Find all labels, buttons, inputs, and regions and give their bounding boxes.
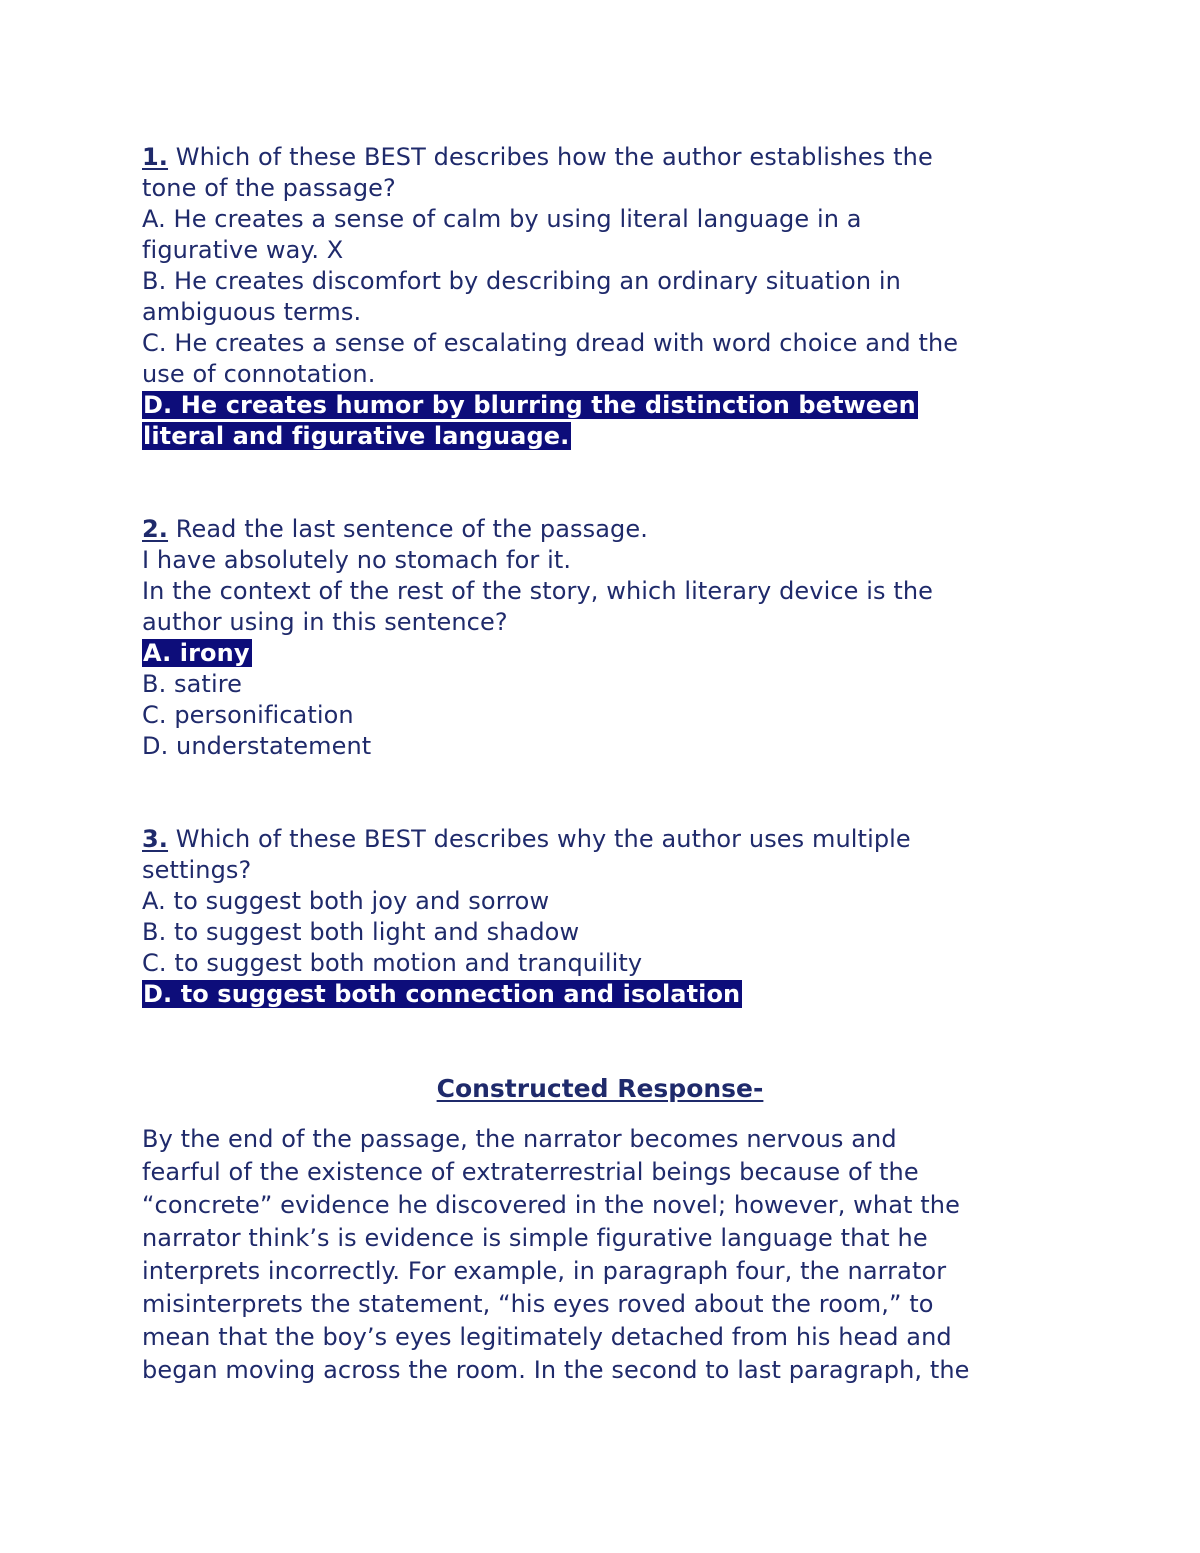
question-1 [142,142,1062,452]
option-c: C. He creates a sense of escalating dread with word choice and the [142,329,959,357]
response-line: By the end of the passage, the narrator becomes nervous and [142,1125,897,1153]
document-page [142,142,1062,1387]
question-2 [142,514,1062,762]
question-stem-line: I have absolutely no stomach for it. [142,546,572,574]
option-d-correct [142,421,1062,452]
question-stem-line: settings? [142,856,252,884]
option-a: A. He creates a sense of calm by using literal language in a [142,205,862,233]
question-number: 1. [142,143,169,171]
question-number: 3. [142,825,169,853]
option-a: figurative way. X [142,236,344,264]
option-b: ambiguous terms. [142,298,362,326]
question-number: 2. [142,515,169,543]
question-stem-line: 2. Read the last sentence of the passage. [142,515,648,543]
option-a: A. to suggest both joy and sorrow [142,887,550,915]
response-line: began moving across the room. In the second to last paragraph, the [142,1356,970,1384]
response-line: narrator think’s is evidence is simple figurative language that he [142,1224,928,1252]
constructed-response-heading: Constructed Response- [436,1074,764,1103]
constructed-response-body [142,1123,1062,1387]
question-3 [142,824,1062,1010]
response-line: “concrete” evidence he discovered in the novel; however, what the [142,1191,960,1219]
option-b: B. to suggest both light and shadow [142,918,580,946]
question-stem-line: In the context of the rest of the story, which literary device is the [142,577,934,605]
option-b: B. He creates discomfort by describing an ordinary situation in [142,267,901,295]
response-line: misinterprets the statement, “his eyes roved about the room,” to [142,1290,934,1318]
option-c: C. personification [142,701,354,729]
question-stem-line: author using in this sentence? [142,608,508,636]
question-stem-line: 3. Which of these BEST describes why the author uses multiple [142,825,911,853]
correct-answer-highlight: D. He creates humor by blurring the distinction between [143,391,916,419]
question-stem-line: 1. Which of these BEST describes how the author establishes the [142,143,933,171]
question-stem-line: tone of the passage? [142,174,396,202]
response-line: mean that the boy’s eyes legitimately detached from his head and [142,1323,952,1351]
correct-answer-highlight: D. to suggest both connection and isolation [143,980,741,1008]
option-c: use of connotation. [142,360,376,388]
response-line: interprets incorrectly. For example, in paragraph four, the narrator [142,1257,947,1285]
option-d: D. understatement [142,732,372,760]
option-b: B. satire [142,670,243,698]
correct-answer-highlight: A. irony [143,639,250,667]
response-line: fearful of the existence of extraterrestrial beings because of the [142,1158,919,1186]
option-a-correct [142,638,1062,669]
correct-answer-highlight: literal and figurative language. [143,422,570,450]
option-d-correct [142,979,1062,1010]
option-d-correct [142,390,1062,421]
option-c: C. to suggest both motion and tranquility [142,949,643,977]
